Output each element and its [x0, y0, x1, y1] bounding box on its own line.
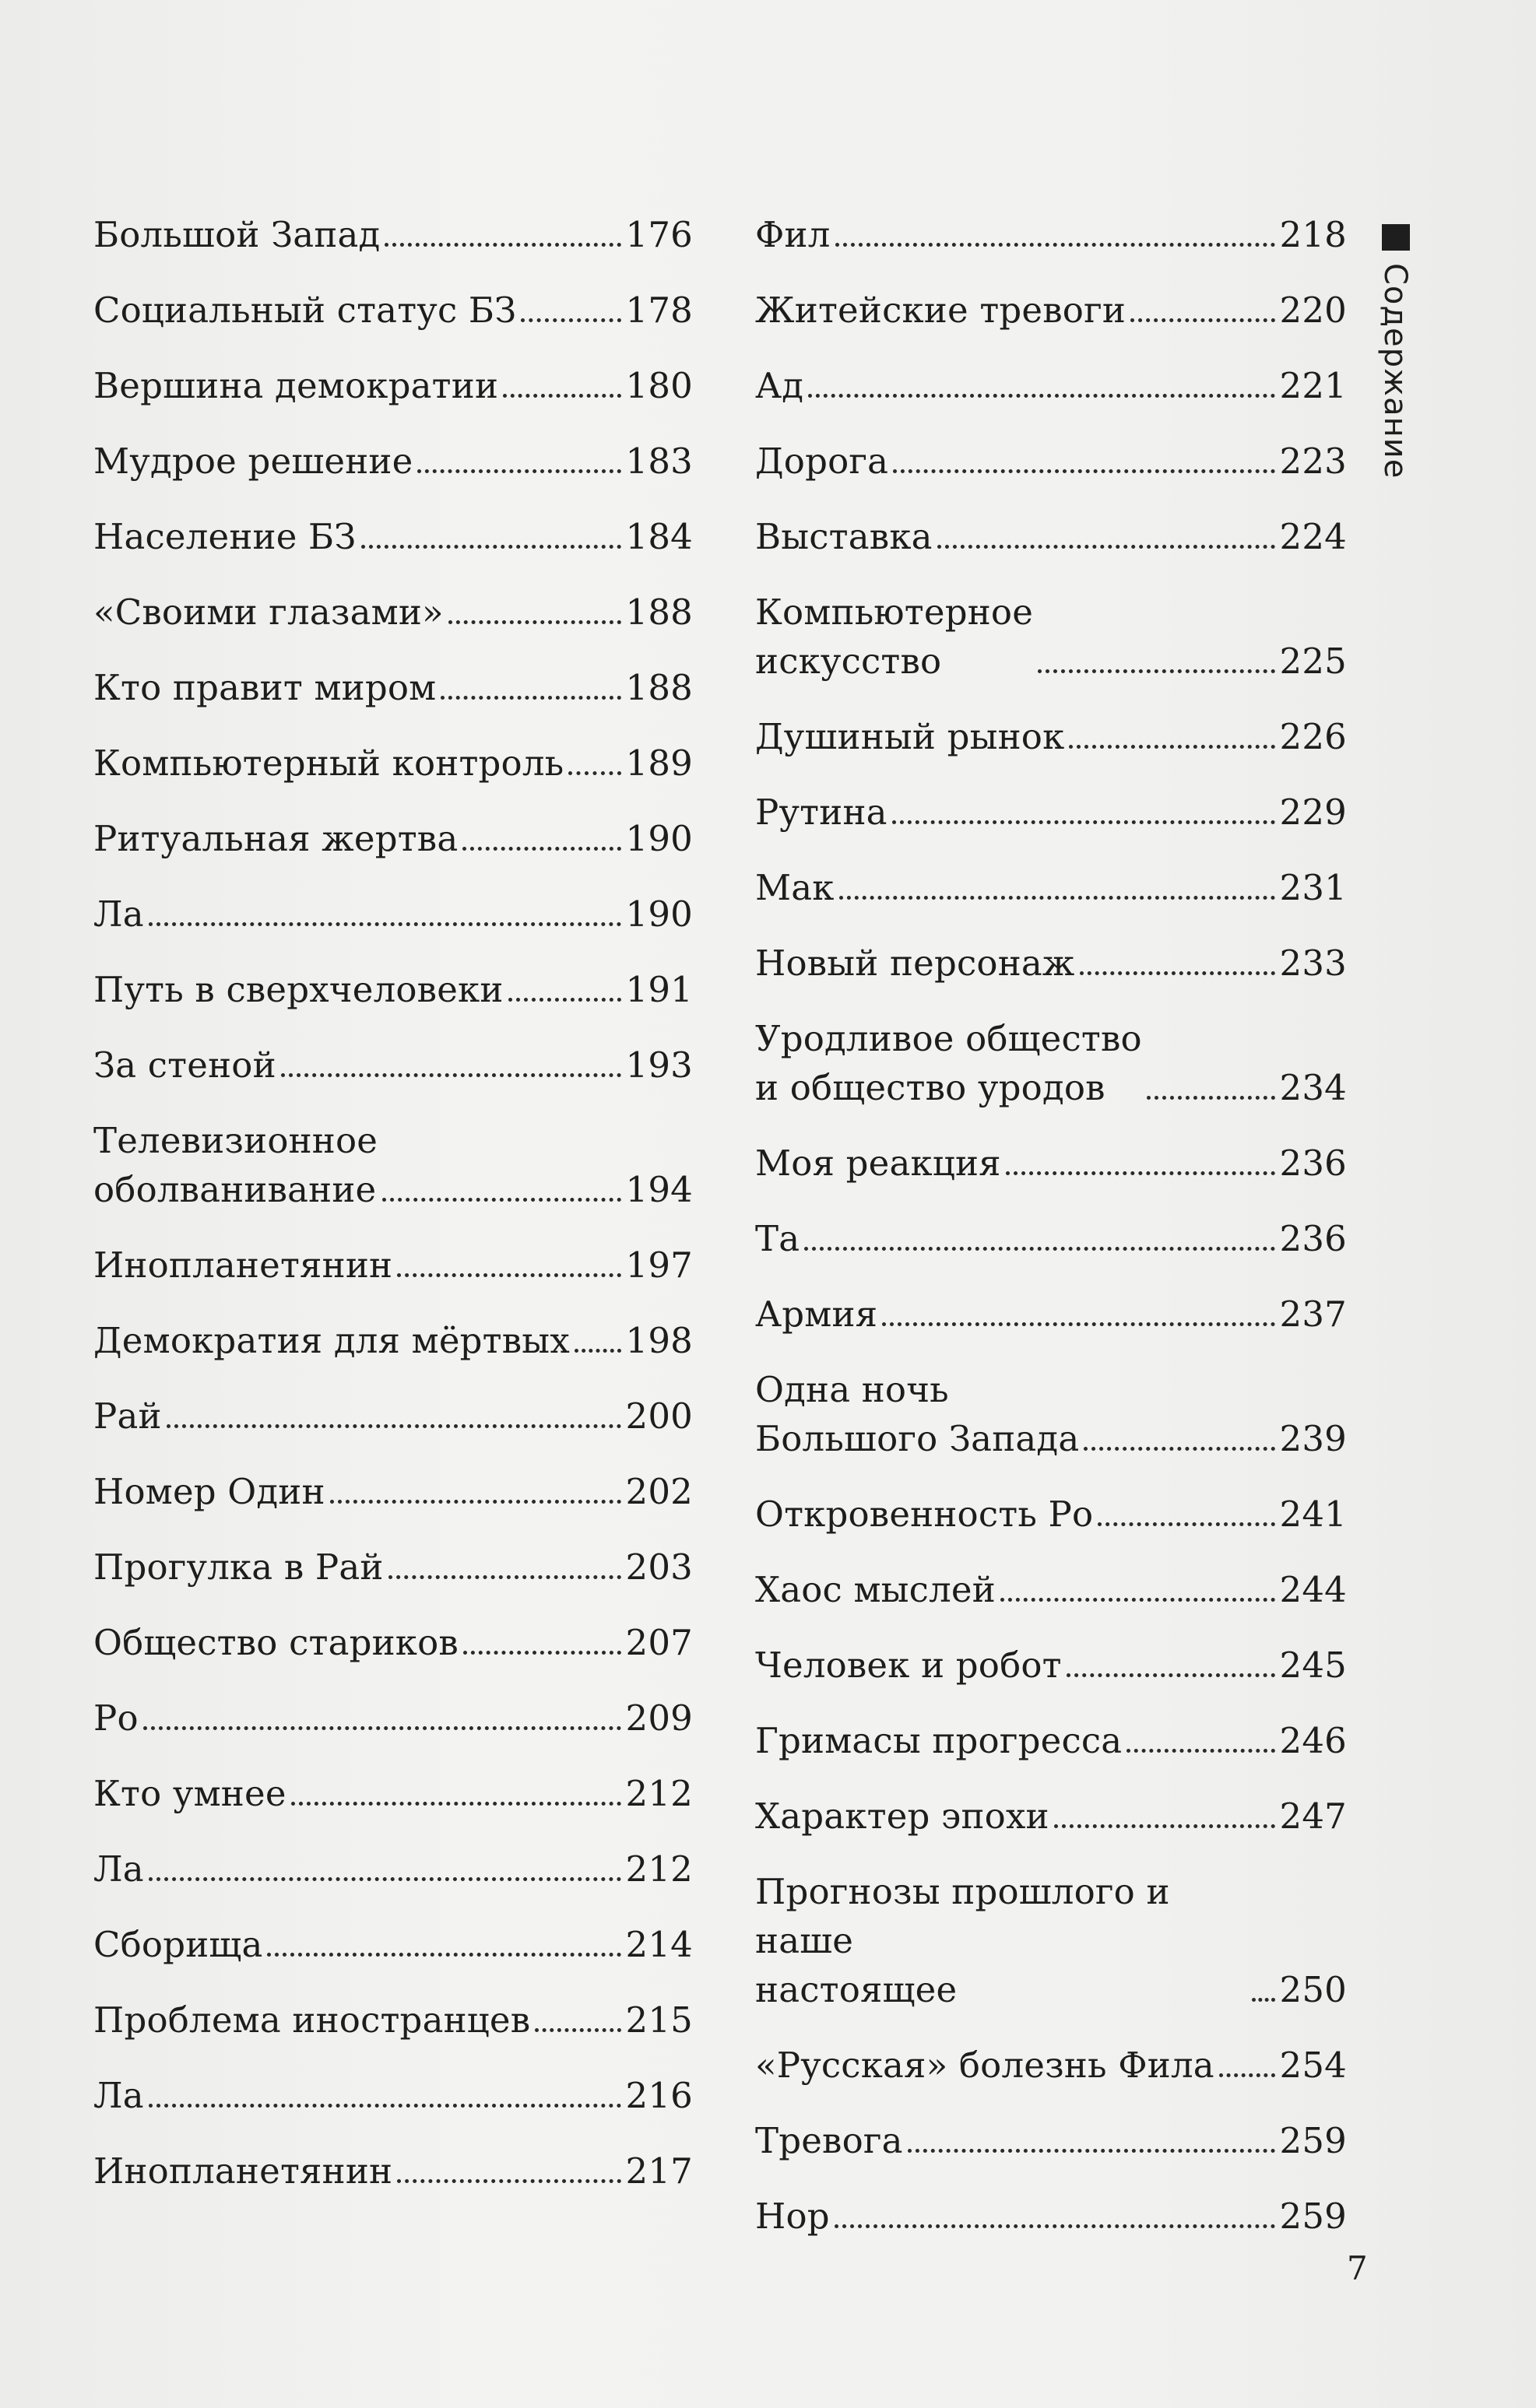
toc-left-column — [93, 210, 693, 2222]
toc-entry-page: 183 — [625, 441, 693, 482]
toc-entry-title: Человек и робот — [755, 1645, 1062, 1686]
toc-entry-title: Ритуальная жертва — [93, 818, 459, 859]
toc-entry-title: Дорога — [755, 441, 889, 482]
toc-entry-title: Прогулка в Рай — [93, 1546, 384, 1588]
toc-entry — [755, 2192, 1347, 2241]
toc-entry — [755, 1214, 1347, 1263]
toc-entry-page: 194 — [625, 1169, 693, 1210]
toc-entry-page: 215 — [625, 1999, 693, 2041]
toc-entry — [755, 863, 1347, 912]
toc-entry-page: 233 — [1279, 942, 1347, 984]
toc-entry-page: 241 — [1279, 1494, 1347, 1535]
dot-leader — [1098, 1522, 1274, 1526]
toc-entry-title: Инопланетянин — [93, 2150, 393, 2192]
toc-entry — [755, 788, 1347, 837]
dot-leader — [462, 847, 620, 851]
dot-leader — [535, 2028, 620, 2032]
dot-leader — [882, 1322, 1274, 1326]
toc-entry-title: Сборища — [93, 1924, 263, 1965]
toc-entry-page: 189 — [625, 742, 693, 784]
dot-leader — [1147, 1096, 1275, 1100]
dot-leader — [1219, 2073, 1275, 2077]
toc-entry-page: 212 — [625, 1773, 693, 1814]
toc-entry — [93, 1392, 693, 1441]
dot-leader — [521, 318, 620, 322]
toc-entry — [755, 2041, 1347, 2090]
toc-entry-page: 209 — [625, 1697, 693, 1739]
toc-entry — [93, 2146, 693, 2196]
toc-entry-title: Рай — [93, 1395, 162, 1437]
dot-leader — [892, 820, 1275, 824]
toc-entry-page: 245 — [1279, 1645, 1347, 1686]
dot-leader — [1069, 745, 1274, 749]
toc-entry-page: 236 — [1279, 1143, 1347, 1184]
toc-entry — [93, 1996, 693, 2045]
toc-entry-title: Та — [755, 1218, 800, 1259]
toc-entry-page: 224 — [1279, 516, 1347, 557]
toc-entry — [93, 1116, 693, 1214]
toc-entry-page: 231 — [1279, 867, 1347, 908]
dot-leader — [441, 696, 620, 700]
dot-leader — [149, 922, 621, 926]
toc-entry-title: «Своими глазами» — [93, 591, 444, 633]
toc-entry-page: 217 — [625, 2150, 693, 2192]
toc-entry-title: Ад — [755, 365, 804, 406]
toc-entry-page: 259 — [1279, 2196, 1347, 2237]
toc-entry-page: 203 — [625, 1546, 693, 1588]
dot-leader — [839, 896, 1275, 900]
toc-entry-title: Номер Один — [93, 1471, 325, 1512]
section-marker-icon — [1382, 224, 1410, 251]
dot-leader — [575, 1349, 621, 1353]
dot-leader — [281, 1073, 621, 1077]
toc-entry-title: Население БЗ — [93, 516, 357, 557]
toc-entry-page: 223 — [1279, 441, 1347, 482]
dot-leader — [1130, 318, 1274, 322]
toc-entry-title: За стеной — [93, 1044, 276, 1086]
toc-entry-title: Уродливое общество и общество уродов — [755, 1018, 1142, 1108]
toc-entry-page: 191 — [625, 969, 693, 1010]
dot-leader — [1054, 1824, 1275, 1828]
toc-entry-title: Хаос мыслей — [755, 1569, 996, 1610]
dot-leader — [388, 1575, 621, 1579]
toc-entry — [93, 286, 693, 335]
toc-entry-page: 246 — [1279, 1720, 1347, 1761]
dot-leader — [808, 394, 1274, 398]
dot-leader — [382, 1198, 620, 1202]
toc-entry-title: Ла — [93, 1848, 144, 1890]
toc-entry-title: Вершина демократии — [93, 365, 499, 406]
toc-entry — [755, 1867, 1347, 2014]
toc-entry — [93, 814, 693, 863]
toc-entry-page: 250 — [1279, 1969, 1347, 2010]
dot-leader — [361, 545, 621, 549]
toc-entry-title: Путь в сверхчеловеки — [93, 969, 504, 1010]
dot-leader — [463, 1651, 621, 1655]
dot-leader — [267, 1953, 620, 1957]
toc-entry-title: Выставка — [755, 516, 933, 557]
toc-entry — [755, 1014, 1347, 1112]
toc-entry-title: Компьютерное искусство — [755, 591, 1034, 682]
toc-entry — [755, 1365, 1347, 1463]
dot-leader — [1084, 1447, 1274, 1451]
toc-entry — [93, 1694, 693, 1743]
toc-entry — [93, 1241, 693, 1290]
toc-entry — [755, 2116, 1347, 2165]
toc-entry-page: 247 — [1279, 1795, 1347, 1837]
toc-entry — [755, 1792, 1347, 1841]
toc-entry — [755, 437, 1347, 486]
toc-entry-title: Ро — [93, 1697, 139, 1739]
toc-entry-page: 198 — [625, 1320, 693, 1361]
toc-entry-page: 216 — [625, 2075, 693, 2116]
toc-entry-page: 202 — [625, 1471, 693, 1512]
toc-entry — [93, 588, 693, 637]
dot-leader — [149, 2104, 621, 2108]
toc-entry-page: 218 — [1279, 214, 1347, 255]
toc-entry-title: Общество стариков — [93, 1622, 459, 1663]
toc-entry-page: 212 — [625, 1848, 693, 1890]
toc-entry-title: Гримасы прогресса — [755, 1720, 1123, 1761]
toc-entry-page: 207 — [625, 1622, 693, 1663]
toc-entry-title: Кто умнее — [93, 1773, 286, 1814]
toc-entry — [93, 663, 693, 712]
toc-entry — [755, 588, 1347, 686]
toc-entry — [93, 739, 693, 788]
dot-leader — [568, 771, 620, 775]
toc-entry-title: Житейские тревоги — [755, 290, 1127, 331]
dot-leader — [385, 243, 620, 247]
toc-entry-title: Нор — [755, 2196, 830, 2237]
toc-entry-title: Проблема иностранцев — [93, 1999, 531, 2041]
dot-leader — [1038, 669, 1274, 673]
toc-entry — [93, 1618, 693, 1667]
toc-right-column — [755, 210, 1347, 2267]
toc-entry — [755, 939, 1347, 988]
toc-entry-title: «Русская» болезнь Фила — [755, 2045, 1214, 2086]
toc-entry — [755, 1490, 1347, 1539]
dot-leader — [1080, 971, 1275, 975]
toc-entry-page: 239 — [1279, 1418, 1347, 1459]
toc-entry — [93, 1467, 693, 1516]
toc-entry-title: Телевизионное оболванивание — [93, 1120, 378, 1210]
toc-entry-page: 178 — [625, 290, 693, 331]
toc-entry-page: 244 — [1279, 1569, 1347, 1610]
toc-entry — [93, 1845, 693, 1894]
toc-entry — [755, 1290, 1347, 1339]
toc-entry — [755, 210, 1347, 259]
dot-leader — [908, 2149, 1275, 2153]
toc-entry-page: 190 — [625, 893, 693, 935]
dot-leader — [167, 1424, 621, 1428]
toc-entry — [755, 286, 1347, 335]
toc-entry-title: Новый персонаж — [755, 942, 1075, 984]
dot-leader — [937, 545, 1275, 549]
toc-entry-title: Моя реакция — [755, 1143, 1001, 1184]
toc-entry — [755, 1641, 1347, 1690]
toc-entry-page: 176 — [625, 214, 693, 255]
toc-entry — [93, 512, 693, 561]
toc-entry — [93, 210, 693, 259]
toc-entry-title: Фил — [755, 214, 831, 255]
toc-entry — [93, 1920, 693, 1969]
page-number: 7 — [1347, 2249, 1368, 2287]
toc-entry-title: Кто правит миром — [93, 667, 437, 708]
toc-entry-page: 225 — [1279, 641, 1347, 682]
toc-entry-title: Характер эпохи — [755, 1795, 1049, 1837]
toc-entry-page: 234 — [1279, 1067, 1347, 1108]
toc-entry-title: Одна ночь Большого Запада — [755, 1369, 1080, 1459]
toc-entry-title: Душиный рынок — [755, 716, 1065, 757]
toc-entry-page: 237 — [1279, 1294, 1347, 1335]
dot-leader — [397, 1273, 620, 1277]
toc-entry — [755, 1716, 1347, 1765]
dot-leader — [508, 998, 621, 1002]
dot-leader — [893, 469, 1274, 473]
toc-entry-page: 229 — [1279, 792, 1347, 833]
toc-entry-title: Тревога — [755, 2120, 903, 2161]
dot-leader — [397, 2179, 620, 2183]
dot-leader — [143, 1726, 621, 1730]
toc-entry-title: Ла — [93, 2075, 144, 2116]
dot-leader — [1067, 1673, 1275, 1677]
toc-entry-title: Демократия для мёртвых — [93, 1320, 570, 1361]
toc-entry-title: Большой Запад — [93, 214, 381, 255]
toc-entry-title: Мак — [755, 867, 835, 908]
running-head — [1374, 224, 1421, 925]
toc-entry — [93, 1316, 693, 1365]
toc-entry-title: Прогнозы прошлого и наше настоящее — [755, 1871, 1170, 2010]
toc-entry — [93, 1543, 693, 1592]
toc-entry-page: 214 — [625, 1924, 693, 1965]
toc-entry-page: 259 — [1279, 2120, 1347, 2161]
toc-entry-page: 180 — [625, 365, 693, 406]
toc-entry-page: 184 — [625, 516, 693, 557]
toc-entry-page: 193 — [625, 1044, 693, 1086]
toc-entry — [755, 712, 1347, 761]
toc-entry-page: 226 — [1279, 716, 1347, 757]
toc-entry-title: Инопланетянин — [93, 1244, 393, 1286]
toc-entry-title: Мудрое решение — [93, 441, 413, 482]
dot-leader — [291, 1802, 621, 1806]
dot-leader — [149, 1877, 621, 1881]
toc-entry-title: Рутина — [755, 792, 888, 833]
dot-leader — [1006, 1171, 1275, 1175]
toc-entry — [93, 2071, 693, 2120]
toc-entry-page: 188 — [625, 667, 693, 708]
toc-entry — [93, 965, 693, 1014]
toc-entry-page: 236 — [1279, 1218, 1347, 1259]
toc-entry-title: Откровенность Ро — [755, 1494, 1094, 1535]
dot-leader — [1252, 1998, 1275, 2002]
toc-entry-title: Компьютерный контроль — [93, 742, 564, 784]
toc-entry-title: Социальный статус БЗ — [93, 290, 517, 331]
dot-leader — [835, 243, 1275, 247]
toc-entry — [755, 512, 1347, 561]
dot-leader — [835, 2224, 1275, 2228]
toc-entry — [755, 1565, 1347, 1614]
toc-entry-page: 188 — [625, 591, 693, 633]
dot-leader — [1127, 1749, 1274, 1753]
dot-leader — [1000, 1598, 1275, 1602]
toc-entry — [93, 361, 693, 410]
dot-leader — [330, 1500, 621, 1504]
toc-entry — [93, 1041, 693, 1090]
toc-entry-page: 221 — [1279, 365, 1347, 406]
toc-entry-title: Армия — [755, 1294, 878, 1335]
dot-leader — [417, 469, 620, 473]
toc-entry-page: 197 — [625, 1244, 693, 1286]
toc-entry — [93, 437, 693, 486]
toc-entry-page: 200 — [625, 1395, 693, 1437]
running-head-title: Содержание — [1377, 263, 1413, 479]
toc-entry — [755, 361, 1347, 410]
toc-entry-page: 190 — [625, 818, 693, 859]
dot-leader — [804, 1247, 1274, 1251]
toc-entry-page: 220 — [1279, 290, 1347, 331]
toc-entry-title: Ла — [93, 893, 144, 935]
dot-leader — [448, 620, 621, 624]
dot-leader — [503, 394, 620, 398]
toc-entry — [93, 890, 693, 939]
toc-entry — [755, 1139, 1347, 1188]
toc-entry — [93, 1769, 693, 1818]
toc-entry-page: 254 — [1279, 2045, 1347, 2086]
